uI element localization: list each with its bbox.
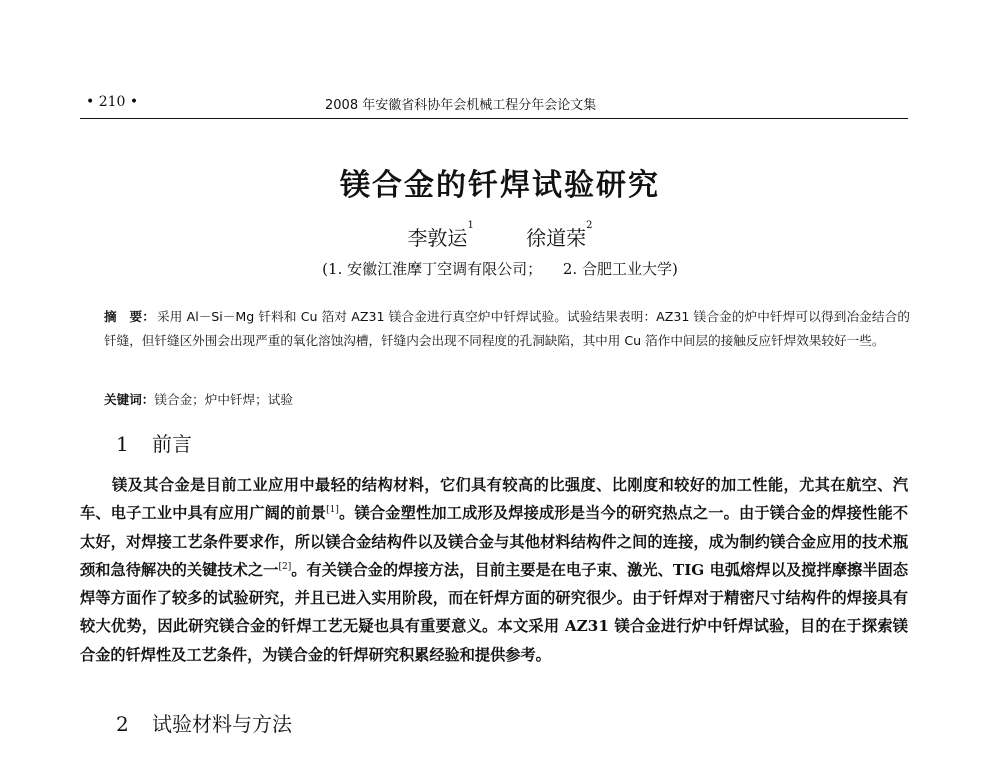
header-divider	[80, 118, 908, 119]
section-1-number: 1	[116, 432, 129, 456]
author-1	[407, 222, 473, 251]
keywords-text: 镁合金；炉中钎焊；试验	[154, 392, 293, 407]
keywords	[104, 389, 910, 408]
paper-title: 镁合金的钎焊试验研究	[340, 168, 660, 203]
author-1-name: 李敦运	[407, 226, 468, 250]
author-line	[0, 222, 1000, 251]
abstract-text: 采用 Al－Si－Mg 钎料和 Cu 箔对 AZ31 镁合金进行真空炉中钎焊试验。试验结果表明：AZ31 镁合金的炉中钎焊可以得到冶金结合的钎缝，但钎缝区外围会出现严重的氧化溶蚀沟槽，钎缝内会出现不同程度的孔洞缺陷，其中用 Cu 箔作中间层的接触反应钎焊效果较好一些。	[104, 309, 910, 348]
citation-1: [1]	[326, 505, 339, 516]
paragraph-part-3: 。有关镁合金的焊接方法，目前主要是在电子束、激光、TIG 电弧熔焊以及搅拌摩擦半固态焊等方面作了较多的试验研究，并且已进入实用阶段，而在钎焊方面的研究很少。由于钎焊对于精密尺寸结构件的焊接具有较大优势，因此研究镁合金的钎焊工艺无疑也具有重要意义。本文采用 AZ31 镁合金进行炉中钎焊试验，目的在于探索镁合金的钎焊性及工艺条件，为镁合金的钎焊研究积累经验和提供参考。	[80, 560, 909, 664]
author-2-name: 徐道荣	[526, 226, 587, 250]
section-2-number: 2	[116, 712, 129, 736]
paragraph-part-1: 镁及其合金是目前工业应用中最轻的结构材料，它们具有较高的比强度、比刚度和较好的加工性能，尤其在航空、汽车、电子工业中具有应用广阔的前景	[80, 476, 908, 523]
affiliations	[0, 258, 1000, 279]
section-2-heading	[116, 708, 292, 737]
author-1-mark: 1	[467, 220, 474, 231]
journal-title: 2008 年安徽省科协年会机械工程分年会论文集	[325, 98, 597, 113]
abstract-label: 摘 要：	[104, 309, 155, 324]
section-2-title: 试验材料与方法	[152, 712, 292, 736]
abstract	[104, 305, 910, 353]
author-2-mark: 2	[586, 220, 593, 231]
citation-2: [2]	[278, 561, 292, 572]
section-1-heading	[116, 428, 192, 457]
author-2	[526, 222, 592, 251]
section-1-title: 前言	[152, 432, 192, 456]
affiliation-1: (1. 安徽江淮摩丁空调有限公司；	[322, 260, 543, 278]
affiliation-2: 2. 合肥工业大学)	[562, 260, 678, 278]
keywords-label: 关键词：	[104, 392, 155, 407]
paragraph-part-2: 。镁合金塑性加工成形及焊接成形是当今的研究热点之一。由于镁合金的焊接性能不太好，对焊接工艺条件要求作，所以镁合金结构件以及镁合金与其他材料结构件之间的连接，成为制约镁合金应用的技术瓶颈和急待解决的关键技术之一	[80, 504, 909, 579]
section-1-paragraph	[80, 471, 908, 669]
running-head	[80, 88, 908, 118]
page-number: • 210 •	[86, 94, 139, 110]
